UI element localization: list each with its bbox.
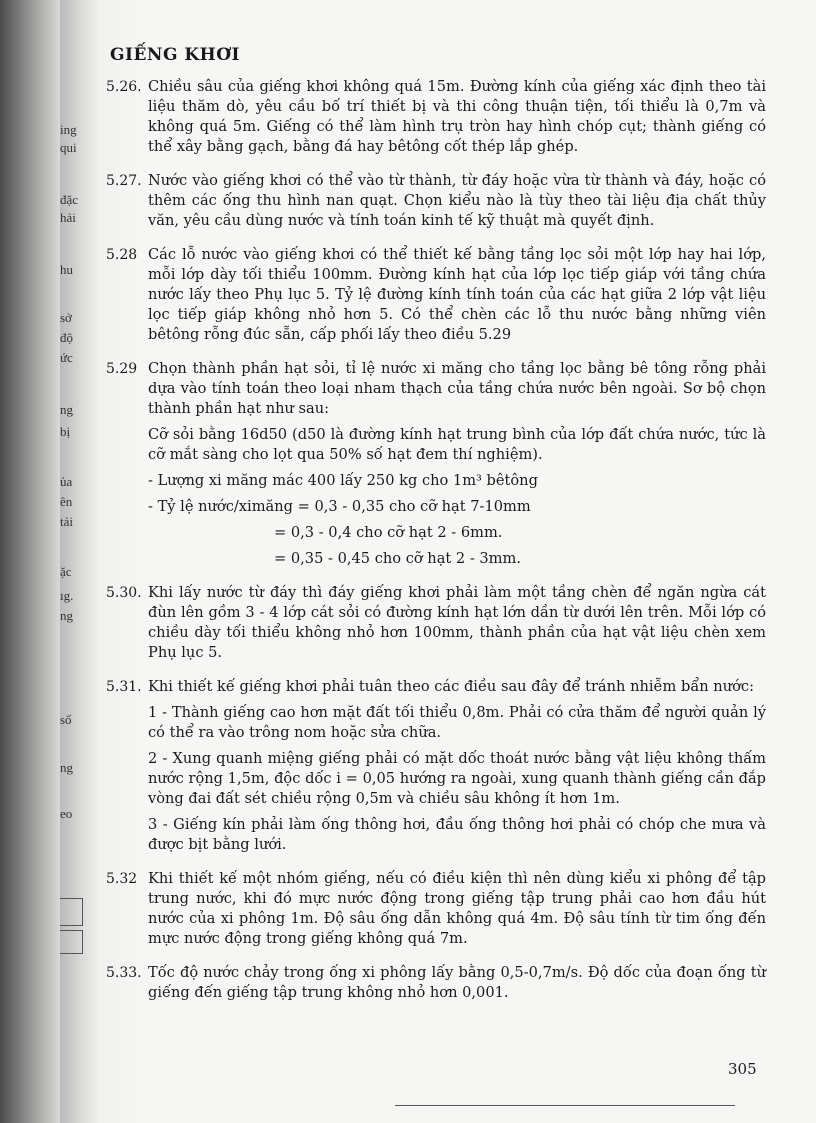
clause-text: - Tỷ lệ nước/ximăng = 0,3 - 0,35 cho cỡ hạt 7-10mm — [148, 498, 531, 515]
bleed-fragment: hải — [60, 210, 76, 225]
clause-5-33 — [106, 963, 766, 1009]
ratio-line: = 0,3 - 0,4 cho cỡ hạt 2 - 6mm. — [274, 524, 503, 541]
bleed-fragment: ng — [60, 760, 73, 775]
clause-5-27 — [106, 171, 766, 237]
page-number: 305 — [728, 1060, 757, 1078]
clause-5-30 — [106, 583, 766, 669]
bleed-fragment: tải — [60, 514, 73, 529]
ratio-line: = 0,35 - 0,45 cho cỡ hạt 2 - 3mm. — [274, 550, 521, 567]
clause-text: Chiều sâu của giếng khơi không quá 15m. Đường kính của giếng xác định theo tài liệu thăm dò, yêu cầu bố trí thiết bị và thi công thuận tiện, tối thiểu là 0,7m và không quá 5m. Giếng có thể làm hình trụ tròn hay hình chóp cụt; thành giếng có thể xây bằng gạch, bằng đá hay bêtông cốt thép lắp ghép. — [148, 78, 766, 155]
clause-5-26 — [106, 77, 766, 163]
bleed-fragment: đặc — [60, 192, 79, 207]
book-spine-shadow — [0, 0, 60, 1123]
bleed-fragment: số — [60, 712, 72, 727]
bleed-fragment: độ — [60, 330, 73, 345]
clause-5-28 — [106, 245, 766, 351]
clause-text: - Lượng xi măng mác 400 lấy 250 kg cho 1m³ bêtông — [148, 472, 538, 489]
bottom-rule — [395, 1105, 735, 1106]
bleed-fragment: ặc — [60, 564, 72, 579]
clause-number: 5.32 — [106, 871, 138, 887]
margin-bracket — [60, 898, 83, 926]
clause-text: 2 - Xung quanh miệng giếng phải có mặt dốc thoát nước bằng vật liệu không thấm nước rộng 1,5m, độc dốc i = 0,05 hướng ra ngoài, xung quanh thành giếng cần đắp vòng đai đất sét chiều rộng 0,5m và chiều sâu không ít hơn 1m. — [148, 750, 766, 807]
bleed-fragment: sở — [60, 310, 72, 325]
clause-number: 5.30. — [106, 585, 142, 601]
clause-number: 5.33. — [106, 965, 142, 981]
clause-number: 5.29 — [106, 361, 138, 377]
bleed-fragment: ng — [60, 608, 73, 623]
bleed-fragment: ng — [60, 402, 73, 417]
bleed-fragment: hu — [60, 262, 73, 277]
clause-5-29 — [106, 359, 766, 575]
clause-number: 5.28 — [106, 247, 138, 263]
clause-text: Khi lấy nước từ đáy thì đáy giếng khơi phải làm một tầng chèn để ngăn ngừa cát đùn lên gồm 3 - 4 lớp cát sỏi có đường kính hạt lớn dần từ dưới lên trên. Mỗi lớp có chiều dày tối thiểu không nhỏ hơn 100mm, thành phần của hạt vật liệu chèn xem Phụ lục 5. — [148, 584, 766, 661]
clause-5-32 — [106, 869, 766, 955]
bleed-fragment: qui — [60, 140, 77, 155]
bleed-fragment: ên — [60, 494, 73, 509]
clause-text: 3 - Giếng kín phải làm ống thông hơi, đầu ống thông hơi phải có chóp che mưa và được bịt bằng lưới. — [148, 816, 766, 853]
clause-text: Các lỗ nước vào giếng khơi có thể thiết kế bằng tầng lọc sỏi một lớp hay hai lớp, mỗi lớp dày tối thiểu 100mm. Đường kính hạt của lớp lọc tiếp giáp với tầng chứa nước lấy theo Phụ lục 5. Tỷ lệ đường kính tính toán của các hạt giữa 2 lớp vật liệu lọc tiếp giáp không nhỏ hơn 5. Có thể chèn các lỗ thu nước bằng những viên bêtông rỗng đúc sẵn, cấp phối lấy theo điều 5.29 — [148, 246, 766, 343]
clause-text: Cỡ sỏi bằng 16d50 (d50 là đường kính hạt trung bình của lớp đất chứa nước, tức là cỡ mắt sàng cho lọt qua 50% số hạt đem thí nghiệm). — [148, 426, 766, 463]
bleed-fragment: ủa — [60, 474, 73, 489]
clause-number: 5.26. — [106, 79, 142, 95]
clause-5-31 — [106, 677, 766, 861]
bleed-fragment: bị — [60, 424, 71, 439]
bleed-fragment: ıg. — [60, 588, 74, 603]
clause-text: Tốc độ nước chảy trong ống xi phông lấy bằng 0,5-0,7m/s. Độ dốc của đoạn ống từ giếng đến giếng tập trung không nhỏ hơn 0,001. — [148, 964, 766, 1001]
clause-number: 5.31. — [106, 679, 142, 695]
bleed-fragment: ức — [60, 350, 73, 365]
clause-number: 5.27. — [106, 173, 142, 189]
margin-bracket — [60, 930, 83, 954]
clause-text: 1 - Thành giếng cao hơn mặt đất tối thiểu 0,8m. Phải có cửa thăm để người quản lý có thể ra vào trông nom hoặc sửa chữa. — [148, 704, 766, 741]
page-content — [106, 45, 766, 1017]
clause-text: Khi thiết kế một nhóm giếng, nếu có điều kiện thì nên dùng kiểu xi phông để tập trung nước, khi đó mực nước động trong giếng tập trung phải cao hơn đầu hút nước của xi phông 1m. Độ sâu ống dẫn không quá 4m. Độ sâu tính từ tim ống đến mực nước động trong giếng không quá 7m. — [148, 870, 766, 947]
clause-text: Nước vào giếng khơi có thể vào từ thành, từ đáy hoặc vừa từ thành và đáy, hoặc có thêm các ống thu hình nan quạt. Chọn kiểu nào là tùy theo tài liệu địa chất thủy văn, yêu cầu dùng nước và tính toán kinh tế kỹ thuật mà quyết định. — [148, 172, 766, 229]
clause-text: Khi thiết kế giếng khơi phải tuân theo các điều sau đây để tránh nhiễm bẩn nước: — [148, 678, 754, 695]
bleed-fragment: eo — [60, 806, 73, 821]
bleed-fragment: ing — [60, 122, 77, 137]
section-heading: GIẾNG KHƠI — [110, 45, 241, 65]
clause-text: Chọn thành phần hạt sỏi, tỉ lệ nước xi măng cho tầng lọc bằng bê tông rỗng phải dựa vào tính toán theo loại nham thạch của tầng chứa nước bên ngoài. Sơ bộ chọn thành phần hạt như sau: — [148, 360, 766, 417]
facing-page-bleed — [58, 0, 100, 1123]
